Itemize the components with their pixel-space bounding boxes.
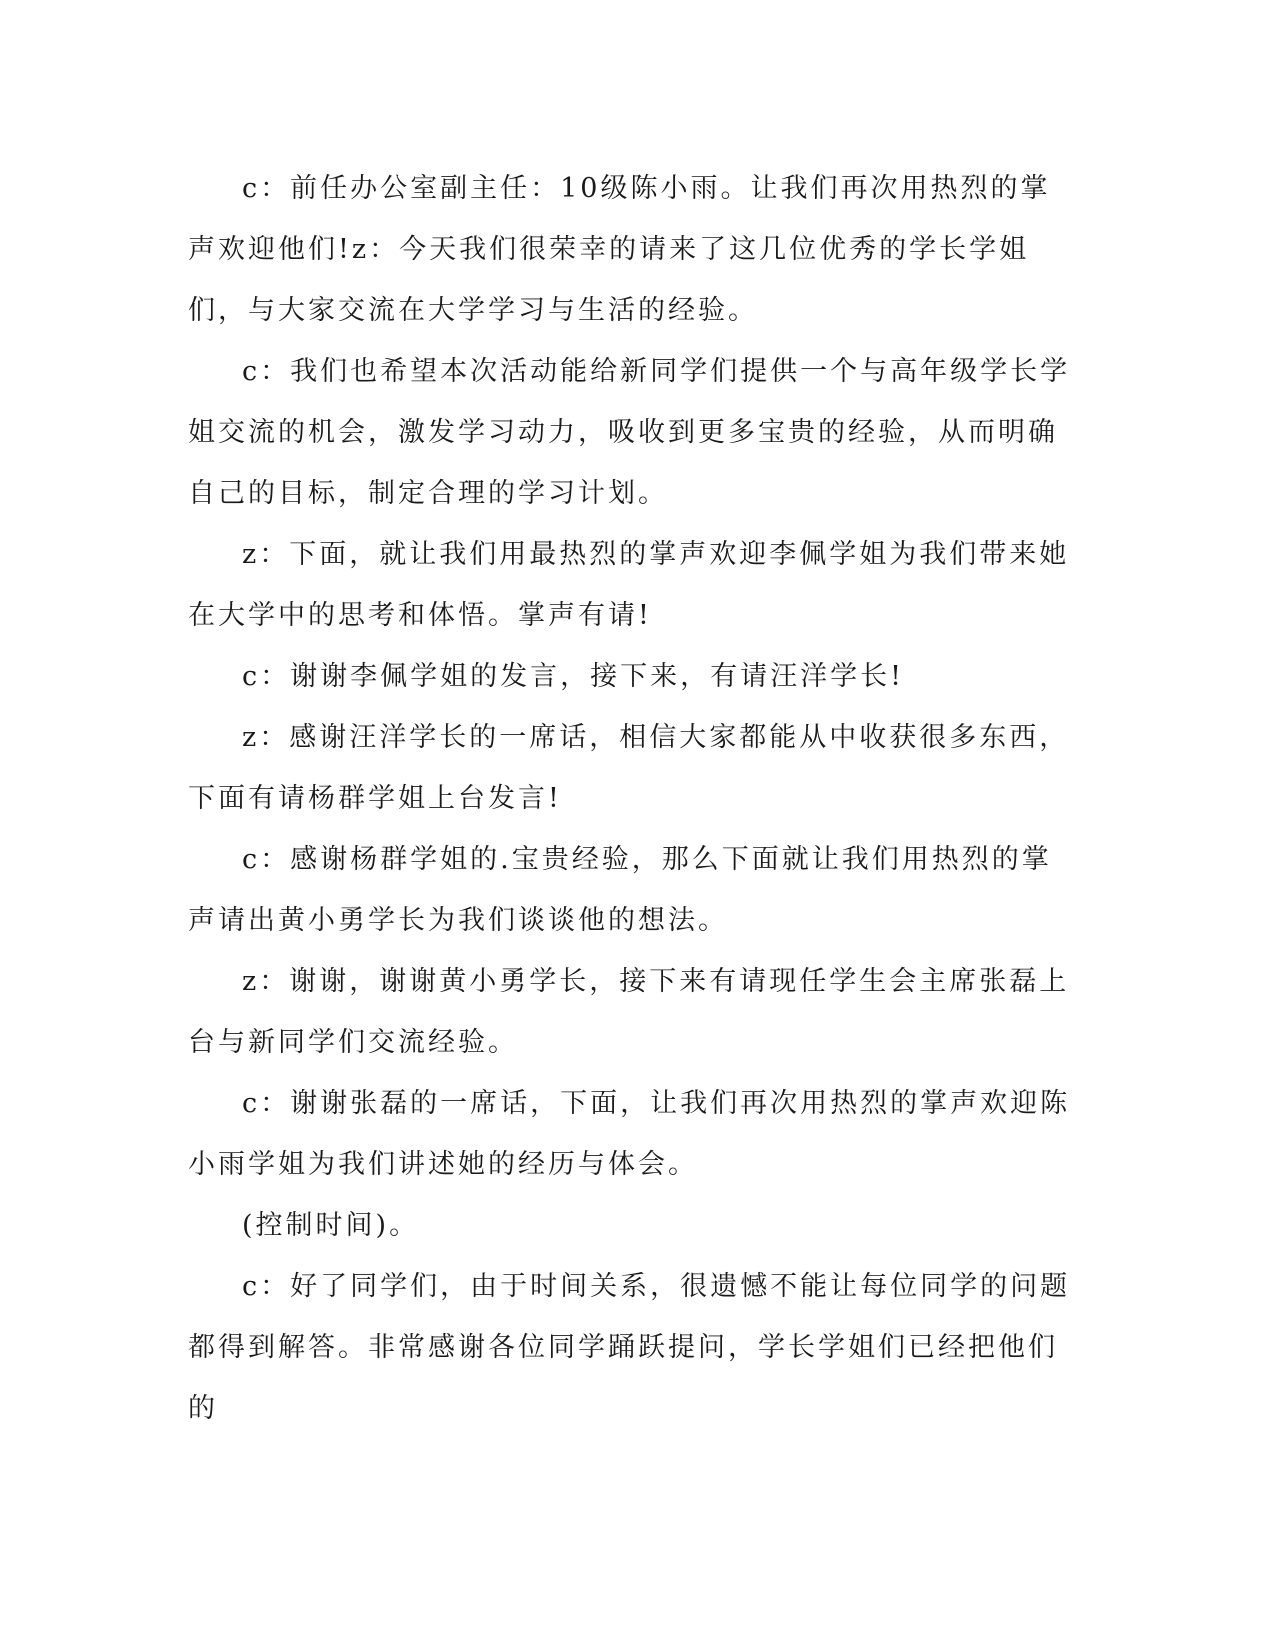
- paragraph-1: c：前任办公室副主任：10级陈小雨。让我们再次用热烈的掌声欢迎他们!z：今天我们很荣幸的请来了这几位优秀的学长学姐们，与大家交流在大学学习与生活的经验。: [188, 173, 1051, 326]
- paragraph-10: c：好了同学们，由于时间关系，很遗憾不能让每位同学的问题都得到解答。非常感谢各位同学踊跃提问，学长学姐们已经把他们的: [188, 1271, 1071, 1424]
- paragraph-8: c：谢谢张磊的一席话，下面，让我们再次用热烈的掌声欢迎陈小雨学姐为我们讲述她的经历与体会。: [188, 1088, 1071, 1180]
- paragraph-3: z：下面，就让我们用最热烈的掌声欢迎李佩学姐为我们带来她在大学中的思考和体悟。掌声有请!: [188, 539, 1070, 631]
- paragraph-6: c：感谢杨群学姐的.宝贵经验，那么下面就让我们用热烈的掌声请出黄小勇学长为我们谈谈他的想法。: [188, 844, 1052, 936]
- paragraph-5: z：感谢汪洋学长的一席话，相信大家都能从中收获很多东西，下面有请杨群学姐上台发言!: [188, 722, 1070, 814]
- paragraph-9: (控制时间)。: [242, 1210, 420, 1241]
- paragraph-7: z：谢谢，谢谢黄小勇学长，接下来有请现任学生会主席张磊上台与新同学们交流经验。: [188, 966, 1070, 1058]
- paragraph-2: c：我们也希望本次活动能给新同学们提供一个与高年级学长学姐交流的机会，激发学习动力，吸收到更多宝贵的经验，从而明确自己的目标，制定合理的学习计划。: [188, 356, 1071, 509]
- document-page: [188, 158, 1078, 1439]
- paragraph-4: c：谢谢李佩学姐的发言，接下来，有请汪洋学长!: [242, 661, 904, 692]
